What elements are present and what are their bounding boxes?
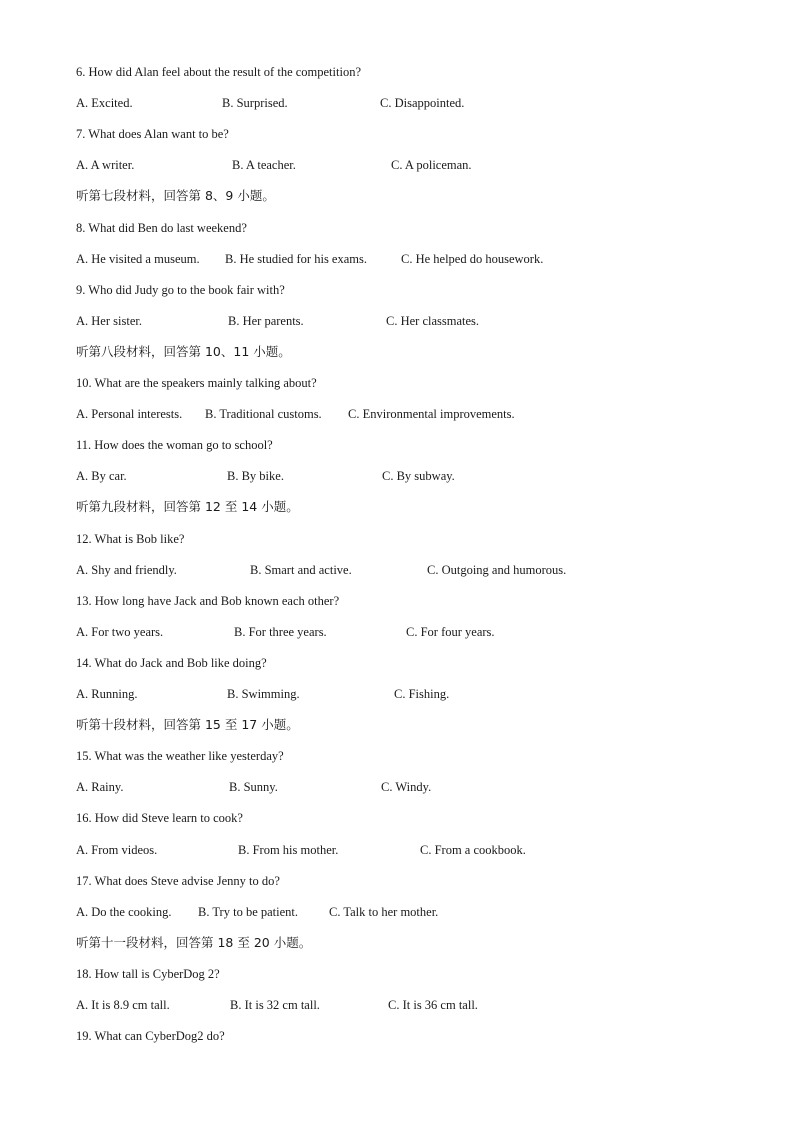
option-a: A. From videos. xyxy=(76,842,158,857)
question-text: 11. How does the woman go to school? xyxy=(76,438,273,453)
option-c: C. Talk to her mother. xyxy=(329,904,439,919)
option-b: B. By bike. xyxy=(227,469,284,484)
option-a: A. Do the cooking. xyxy=(76,904,172,919)
question-text: 18. How tall is CyberDog 2? xyxy=(76,966,220,981)
option-c: C. For four years. xyxy=(406,624,495,639)
section-heading: 听第十一段材料，回答第 18 至 20 小题。 xyxy=(76,934,312,950)
option-c: C. Disappointed. xyxy=(380,96,465,111)
option-b: B. He studied for his exams. xyxy=(225,251,367,266)
question-text: 6. How did Alan feel about the result of the competition? xyxy=(76,65,361,79)
question-text: 16. How did Steve learn to cook? xyxy=(76,811,243,826)
option-c: C. Environmental improvements. xyxy=(348,407,515,422)
option-c: C. Her classmates. xyxy=(386,313,480,328)
answer-options xyxy=(0,157,794,173)
option-a: A. He visited a museum. xyxy=(76,251,200,266)
section-heading: 听第七段材料，回答第 8、9 小题。 xyxy=(76,188,275,204)
option-a: A. Running. xyxy=(76,687,138,701)
option-b: B. Swimming. xyxy=(227,687,300,701)
option-a: A. Excited. xyxy=(76,96,133,111)
section-heading: 听第八段材料，回答第 10、11 小题。 xyxy=(76,343,291,359)
option-a: A. It is 8.9 cm tall. xyxy=(76,998,170,1012)
option-b: B. For three years. xyxy=(234,624,327,639)
answer-options xyxy=(0,624,794,640)
answer-options xyxy=(0,406,794,422)
option-b: B. Traditional customs. xyxy=(205,407,322,422)
question-text: 13. How long have Jack and Bob known each other? xyxy=(76,593,340,608)
question-text: 12. What is Bob like? xyxy=(76,531,185,546)
question-text: 14. What do Jack and Bob like doing? xyxy=(76,655,267,670)
answer-options xyxy=(0,842,794,858)
option-a: A. Her sister. xyxy=(76,313,142,328)
section-heading: 听第十段材料，回答第 15 至 17 小题。 xyxy=(76,717,299,733)
option-b: B. Smart and active. xyxy=(250,562,352,577)
question-text: 10. What are the speakers mainly talking about? xyxy=(76,376,317,390)
option-c: C. A policeman. xyxy=(391,158,472,173)
answer-options xyxy=(0,313,794,329)
answer-options xyxy=(0,562,794,578)
question-text: 8. What did Ben do last weekend? xyxy=(76,220,247,235)
question-text: 15. What was the weather like yesterday? xyxy=(76,749,284,764)
option-a: A. Personal interests. xyxy=(76,407,183,422)
option-b: B. Try to be patient. xyxy=(198,904,299,919)
option-c: C. Windy. xyxy=(381,780,432,795)
answer-options xyxy=(0,904,794,920)
option-b: B. It is 32 cm tall. xyxy=(230,998,320,1012)
option-c: C. By subway. xyxy=(382,469,455,484)
answer-options xyxy=(0,251,794,267)
option-a: A. By car. xyxy=(76,469,127,484)
option-b: B. From his mother. xyxy=(238,842,339,857)
option-b: B. Surprised. xyxy=(222,96,288,111)
option-c: C. Outgoing and humorous. xyxy=(427,562,567,577)
option-c: C. From a cookbook. xyxy=(420,842,526,857)
question-text: 19. What can CyberDog2 do? xyxy=(76,1029,225,1044)
option-c: C. He helped do housework. xyxy=(401,251,544,266)
question-text: 7. What does Alan want to be? xyxy=(76,127,229,142)
section-heading: 听第九段材料，回答第 12 至 14 小题。 xyxy=(76,499,299,515)
option-b: B. A teacher. xyxy=(232,158,296,173)
question-text: 17. What does Steve advise Jenny to do? xyxy=(76,873,280,888)
answer-options xyxy=(0,468,794,484)
option-a: A. Shy and friendly. xyxy=(76,562,177,577)
option-b: B. Her parents. xyxy=(228,313,304,328)
option-b: B. Sunny. xyxy=(229,780,278,795)
answer-options xyxy=(0,779,794,795)
answer-options xyxy=(0,95,794,111)
option-c: C. Fishing. xyxy=(394,687,450,701)
answer-options xyxy=(0,997,794,1013)
option-c: C. It is 36 cm tall. xyxy=(388,998,478,1012)
option-a: A. For two years. xyxy=(76,624,164,639)
answer-options xyxy=(0,686,794,702)
option-a: A. A writer. xyxy=(76,158,135,173)
question-text: 9. Who did Judy go to the book fair with? xyxy=(76,282,285,297)
option-a: A. Rainy. xyxy=(76,780,124,795)
